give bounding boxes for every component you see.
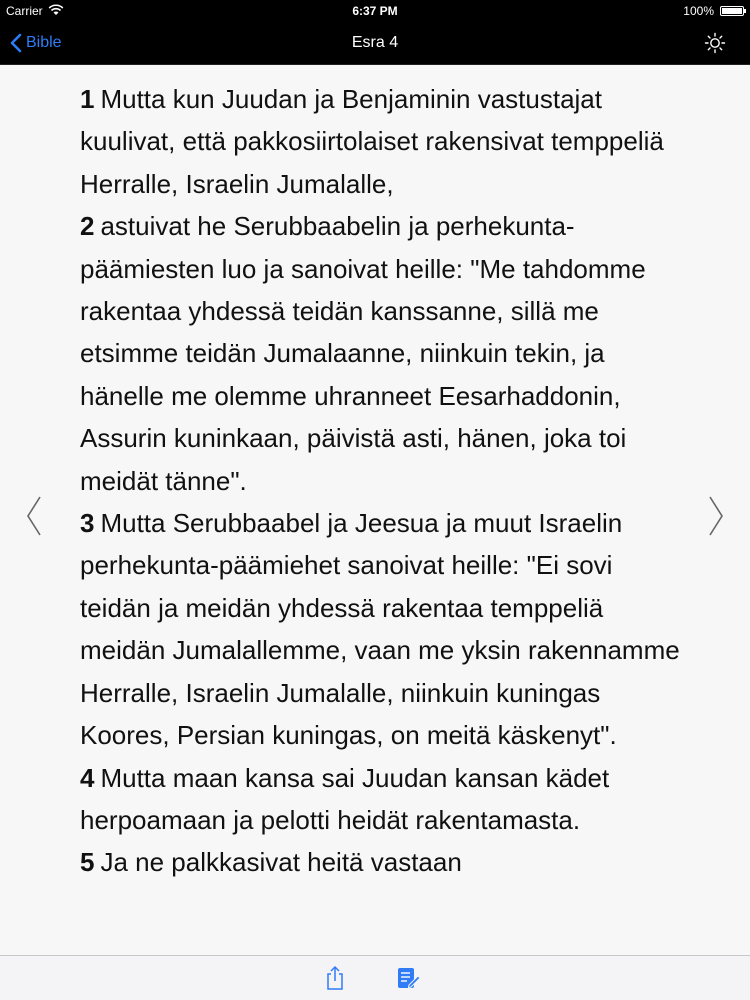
battery-fill (722, 8, 742, 14)
share-icon[interactable] (322, 965, 348, 991)
status-bar (0, 0, 750, 22)
previous-chapter-arrow[interactable] (24, 494, 44, 538)
verse-number: 4 (80, 762, 95, 793)
verse-number: 5 (80, 847, 95, 878)
next-chapter-arrow[interactable] (706, 494, 726, 538)
bottom-toolbar (0, 955, 750, 1000)
verse (80, 502, 680, 756)
carrier-label: Carrier (6, 4, 43, 18)
verse (80, 78, 680, 205)
chapter-text (80, 78, 680, 884)
verse (80, 205, 680, 502)
verse-number: 3 (80, 508, 95, 539)
verse-text: Mutta maan kansa sai Juudan kansan kädet herpoamaan ja pelotti heidät rakentamasta. (80, 762, 610, 835)
back-button-label: Bible (26, 34, 62, 51)
verse-number: 1 (80, 84, 95, 114)
navigation-bar (0, 22, 750, 65)
verse-text: Mutta Serubbaabel ja Jeesua ja muut Israelin perhekunta-päämiehet sanoivat heille: "Ei sovi teidän ja meidän yhdessä rakentaa temppeliä meidän Jumalallemme, vaan me yksin rakennamme Herralle, Israelin Jumalalle, niinkuin kuningas Koores, Persian kuningas, on meitä käskenyt". (80, 508, 680, 751)
verse-text: Ja ne palkkasivat heitä vastaan (100, 847, 462, 878)
verse-number: 2 (80, 211, 95, 242)
battery-percent: 100% (683, 4, 714, 18)
sun-icon[interactable] (704, 32, 726, 54)
clock: 6:37 PM (352, 4, 398, 18)
battery-icon (720, 6, 744, 16)
verse-text: Mutta kun Juudan ja Benjaminin vastustajat kuulivat, että pakkosiirtolaiset rakensivat temppeliä Herralle, Israelin Jumalalle, (80, 84, 664, 199)
verse (80, 841, 680, 883)
page-title: Esra 4 (351, 34, 399, 51)
verse-text: astuivat he Serubbaabelin ja perhekunta-päämiesten luo ja sanoivat heille: "Me tahdomme rakentaa yhdessä teidän kanssanne, sillä me etsimme teidän Jumalaanne, niinkuin tekin, ja hänelle me olemme uhranneet Eesarhaddonin, Assurin kuninkaan, päivistä asti, hänen, joka toi meidät tänne". (80, 211, 646, 496)
notes-icon[interactable] (395, 965, 421, 991)
verse (80, 757, 680, 842)
